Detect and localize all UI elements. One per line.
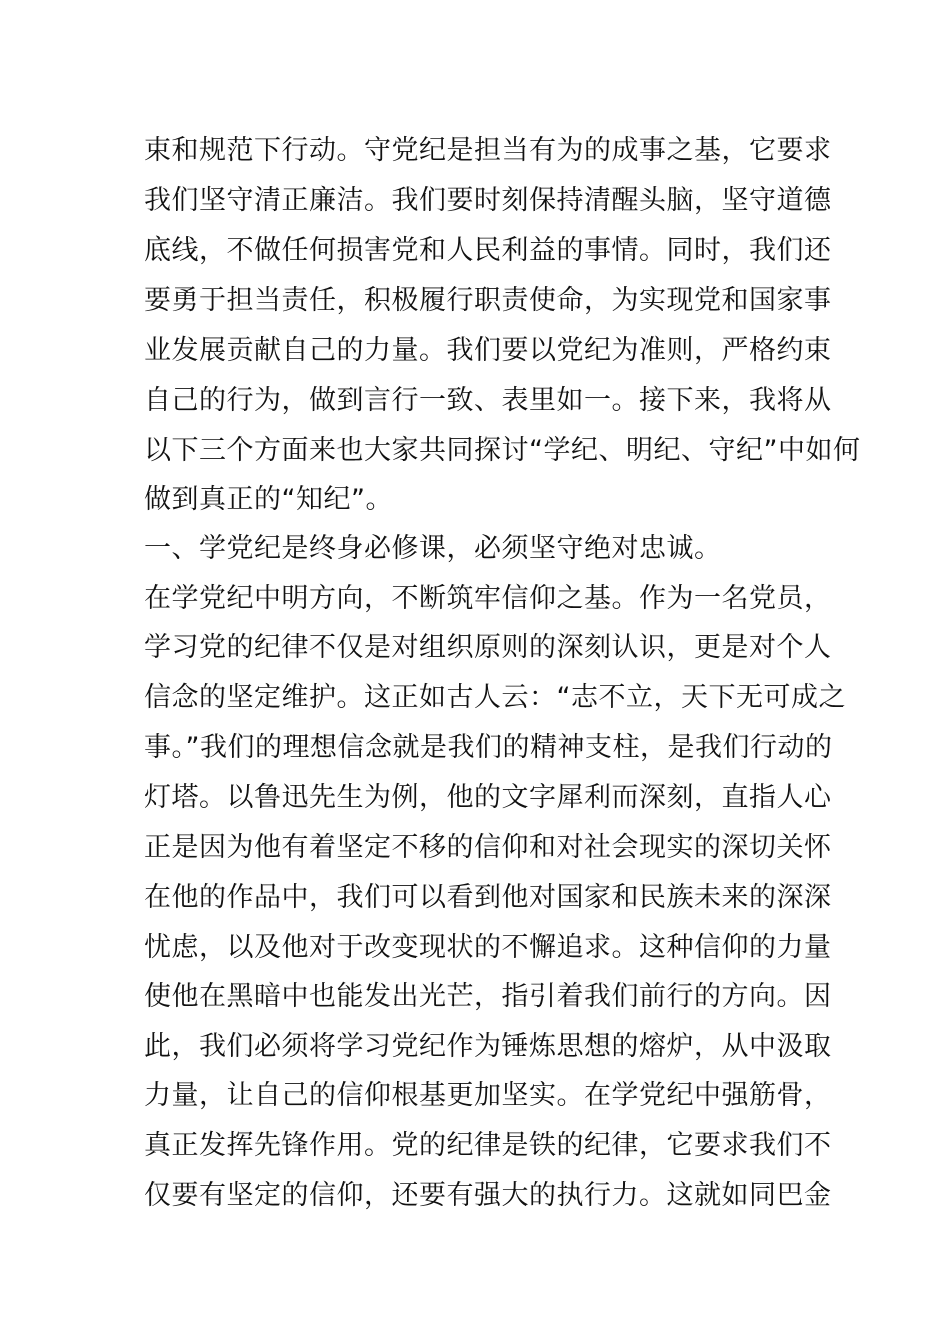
text-line: 在学党纪中明方向，不断筑牢信仰之基。作为一名党员， — [144, 583, 832, 614]
text-line: 我们坚守清正廉洁。我们要时刻保持清醒头脑，坚守道德 — [144, 185, 832, 216]
text-line: 底线，不做任何损害党和人民利益的事情。同时，我们还 — [144, 235, 832, 266]
text-line: 事。”我们的理想信念就是我们的精神支柱，是我们行动的 — [144, 732, 833, 763]
text-line: 束和规范下行动。守党纪是担当有为的成事之基，它要求 — [144, 135, 832, 166]
text-line: 灯塔。以鲁迅先生为例，他的文字犀利而深刻，直指人心 — [144, 782, 832, 813]
text-line: 做到真正的“知纪”。 — [144, 484, 393, 515]
text-line: 信念的坚定维护。这正如古人云：“志不立，天下无可成之 — [144, 682, 846, 713]
text-line: 使他在黑暗中也能发出光芒，指引着我们前行的方向。因 — [144, 981, 832, 1012]
text-line: 真正发挥先锋作用。党的纪律是铁的纪律，它要求我们不 — [144, 1130, 832, 1161]
section-heading: 一、学党纪是终身必修课，必须坚守绝对忠诚。 — [144, 533, 722, 564]
text-line: 力量，让自己的信仰根基更加坚实。在学党纪中强筋骨， — [144, 1080, 832, 1111]
text-line: 要勇于担当责任，积极履行职责使命，为实现党和国家事 — [144, 285, 832, 316]
text-line: 学习党的纪律不仅是对组织原则的深刻认识，更是对个人 — [144, 632, 832, 663]
text-line: 以下三个方面来也大家共同探讨“学纪、明纪、守纪”中如何 — [144, 435, 861, 466]
text-line: 正是因为他有着坚定不移的信仰和对社会现实的深切关怀 — [144, 832, 832, 863]
text-line: 仅要有坚定的信仰，还要有强大的执行力。这就如同巴金 — [144, 1180, 832, 1211]
text-line: 业发展贡献自己的力量。我们要以党纪为准则，严格约束 — [144, 335, 832, 366]
text-line: 自己的行为，做到言行一致、表里如一。接下来，我将从 — [144, 385, 832, 416]
text-line: 此，我们必须将学习党纪作为锤炼思想的熔炉，从中汲取 — [144, 1031, 832, 1062]
text-line: 忧虑，以及他对于改变现状的不懈追求。这种信仰的力量 — [144, 932, 832, 963]
text-line: 在他的作品中，我们可以看到他对国家和民族未来的深深 — [144, 882, 832, 913]
